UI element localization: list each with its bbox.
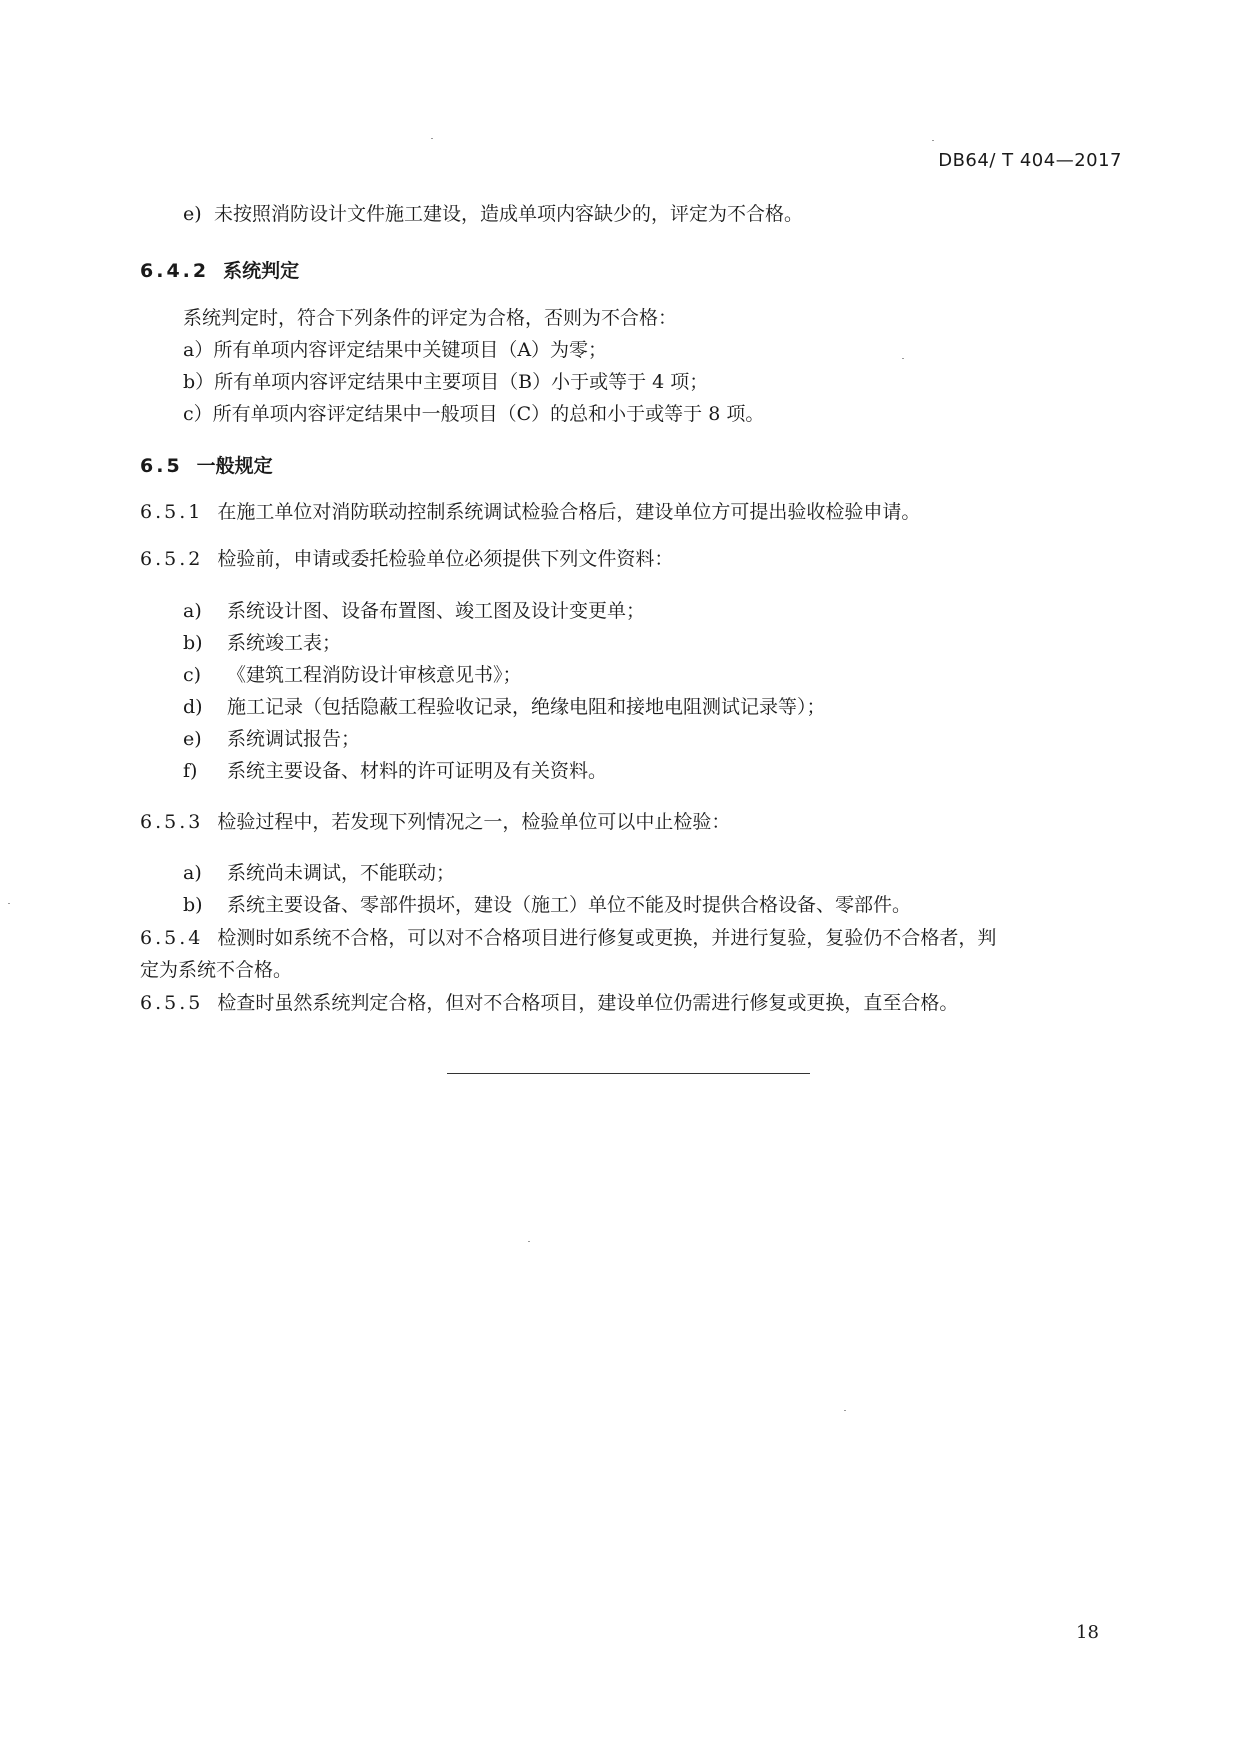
list-item-text: 系统调试报告；	[227, 728, 361, 750]
section-number: 6.4.2	[140, 260, 210, 282]
list-item-text: 系统竣工表；	[227, 632, 342, 654]
paragraph: 系统判定时，符合下列条件的评定为合格，否则为不合格：	[183, 307, 678, 329]
clause-6-5-2	[140, 543, 673, 575]
clause-6-5-4	[140, 922, 996, 954]
clause-number: 6.5.3	[140, 811, 204, 833]
list-marker: a)	[183, 600, 202, 622]
list-item	[183, 723, 360, 755]
scan-speck	[528, 1241, 530, 1242]
scan-speck	[902, 358, 904, 359]
clause-text: 检验过程中，若发现下列情况之一，检验单位可以中止检验：	[217, 811, 731, 833]
page-number: 18	[1076, 1622, 1099, 1643]
list-item-text: 系统主要设备、材料的许可证明及有关资料。	[227, 760, 608, 782]
list-item-text: 未按照消防设计文件施工建设，造成单项内容缺少的，评定为不合格。	[214, 203, 804, 225]
list-item	[183, 627, 341, 659]
clause-number: 6.5.1	[140, 501, 204, 523]
clause-text-continuation: 定为系统不合格。	[140, 959, 293, 981]
list-item	[183, 595, 645, 627]
clause-text: 检验前，申请或委托检验单位必须提供下列文件资料：	[217, 548, 674, 570]
list-marker: f)	[183, 760, 198, 782]
clause-number: 6.5.5	[140, 992, 204, 1014]
list-item	[183, 659, 522, 691]
list-item	[183, 691, 826, 723]
list-item-text: 系统主要设备、零部件损坏，建设（施工）单位不能及时提供合格设备、零部件。	[227, 894, 912, 916]
list-item-text: 系统设计图、设备布置图、竣工图及设计变更单；	[227, 600, 646, 622]
list-marker: a)	[183, 862, 202, 884]
clause-6-5-5	[140, 987, 958, 1019]
clause-6-5-1	[140, 496, 920, 528]
list-item	[183, 857, 455, 889]
list-marker: e)	[183, 203, 202, 225]
list-marker: c)	[183, 664, 202, 686]
scan-speck	[431, 138, 433, 139]
section-number: 6.5	[140, 455, 183, 477]
list-item: a）所有单项内容评定结果中关键项目（A）为零；	[183, 339, 608, 361]
list-marker: d)	[183, 696, 203, 718]
clause-number: 6.5.2	[140, 548, 204, 570]
scan-speck	[8, 903, 10, 904]
clause-text: 检查时虽然系统判定合格，但对不合格项目，建设单位仍需进行修复或更换，直至合格。	[217, 992, 959, 1014]
list-item: b）所有单项内容评定结果中主要项目（B）小于或等于 4 项；	[183, 371, 709, 393]
list-marker: b)	[183, 894, 203, 916]
section-title: 一般规定	[196, 455, 273, 477]
document-code: DB64/ T 404—2017	[938, 150, 1122, 171]
clause-6-5-3	[140, 806, 730, 838]
clause-text: 在施工单位对消防联动控制系统调试检验合格后，建设单位方可提出验收检验申请。	[217, 501, 921, 523]
list-item	[183, 755, 607, 787]
scan-speck	[844, 1410, 846, 1411]
scan-speck	[932, 140, 934, 141]
end-of-document-rule	[447, 1073, 810, 1074]
section-heading-6-4-2	[140, 256, 299, 283]
list-marker: e)	[183, 728, 202, 750]
list-item-text: 施工记录（包括隐蔽工程验收记录，绝缘电阻和接地电阻测试记录等）；	[227, 696, 826, 718]
clause-text: 检测时如系统不合格，可以对不合格项目进行修复或更换，并进行复验，复验仍不合格者，判	[217, 927, 997, 949]
list-item-text: 《建筑工程消防设计审核意见书》；	[227, 664, 522, 686]
clause-number: 6.5.4	[140, 927, 204, 949]
section-heading-6-5	[140, 451, 273, 478]
list-marker: b)	[183, 632, 203, 654]
list-item	[183, 889, 911, 921]
section-title: 系统判定	[223, 260, 300, 282]
list-item-text: 系统尚未调试，不能联动；	[227, 862, 456, 884]
list-item: c）所有单项内容评定结果中一般项目（C）的总和小于或等于 8 项。	[183, 403, 765, 425]
list-item	[183, 198, 803, 230]
